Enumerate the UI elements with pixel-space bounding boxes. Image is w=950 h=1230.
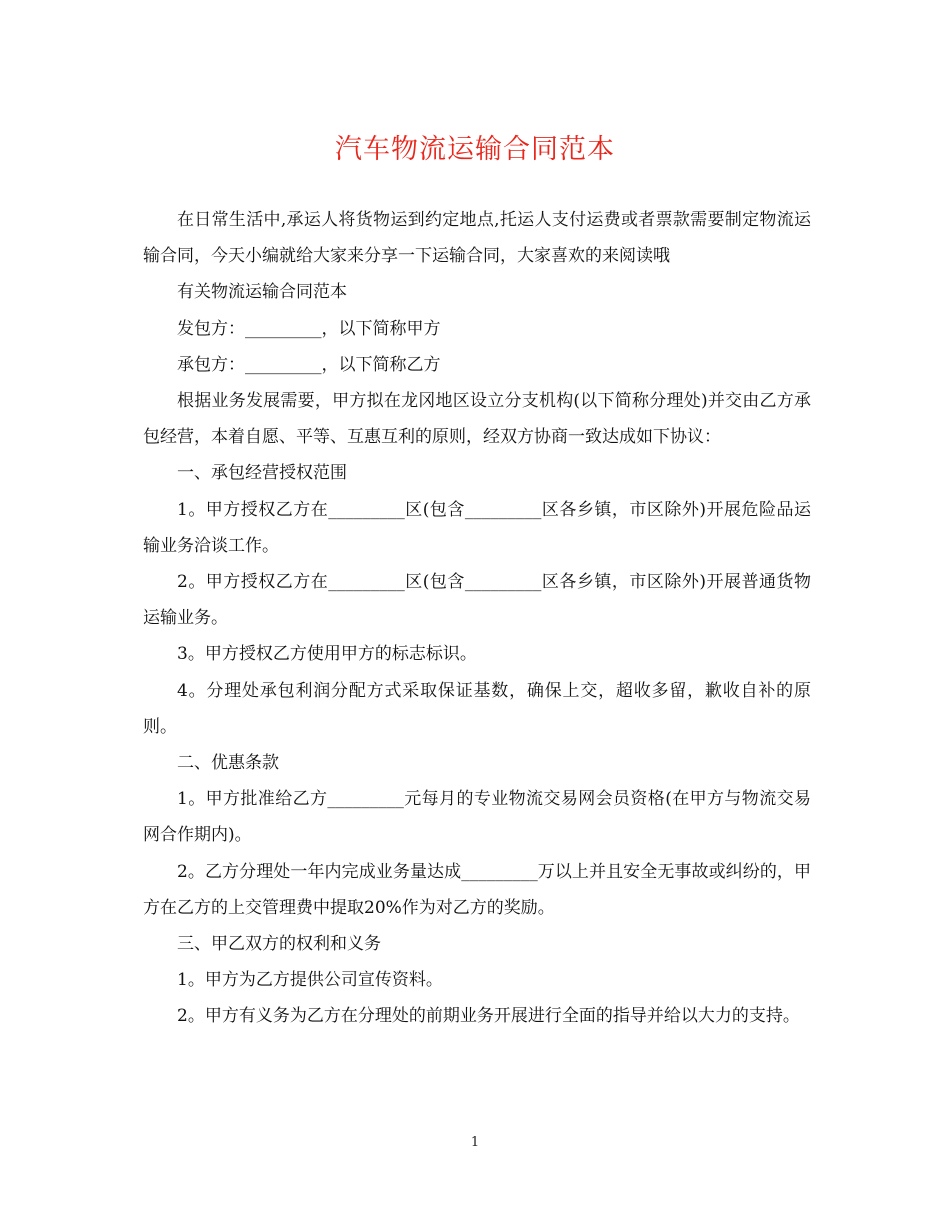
section-heading-2: 二、优惠条款 (177, 753, 279, 774)
clause-1-4: 4。分理处承包利润分配方式采取保证基数，确保上交，超收多留，歉收自补的原则。 (143, 680, 811, 737)
document-body (143, 202, 811, 1035)
paragraph-party-b: 承包方：_________，以下简称乙方 (177, 354, 441, 375)
document-title: 汽车物流运输合同范本 (335, 134, 615, 165)
clause-2-1: 1。甲方批准给乙方_________元每月的专业物流交易网会员资格(在甲方与物流交易网合作期内)。 (143, 789, 811, 846)
clause-3-1: 1。甲方为乙方提供公司宣传资料。 (177, 970, 443, 991)
section-heading-1: 一、承包经营授权范围 (177, 463, 347, 484)
paragraph-subtitle: 有关物流运输合同范本 (177, 282, 347, 303)
clause-3-2: 2。甲方有义务为乙方在分理处的前期业务开展进行全面的指导并给以大力的支持。 (177, 1006, 800, 1027)
clause-2-2: 2。乙方分理处一年内完成业务量达成_________万以上并且安全无事故或纠纷的，甲方在乙方的上交管理费中提取20%作为对乙方的奖励。 (143, 861, 811, 918)
paragraph-intro: 在日常生活中,承运人将货物运到约定地点,托运人支付运费或者票款需要制定物流运输合同，今天小编就给大家来分享一下运输合同，大家喜欢的来阅读哦 (143, 210, 811, 267)
paragraph-preamble: 根据业务发展需要，甲方拟在龙冈地区设立分支机构(以下简称分理处)并交由乙方承包经营，本着自愿、平等、互惠互利的原则，经双方协商一致达成如下协议： (143, 391, 811, 448)
clause-1-1: 1。甲方授权乙方在_________区(包含_________区各乡镇，市区除外)开展危险品运输业务洽谈工作。 (143, 499, 811, 556)
page-number: 1 (470, 1135, 480, 1150)
section-heading-3: 三、甲乙双方的权利和义务 (177, 934, 381, 955)
clause-1-3: 3。甲方授权乙方使用甲方的标志标识。 (177, 644, 477, 665)
paragraph-party-a: 发包方：_________，以下简称甲方 (177, 318, 441, 339)
clause-1-2: 2。甲方授权乙方在_________区(包含_________区各乡镇，市区除外)开展普通货物运输业务。 (143, 572, 811, 629)
